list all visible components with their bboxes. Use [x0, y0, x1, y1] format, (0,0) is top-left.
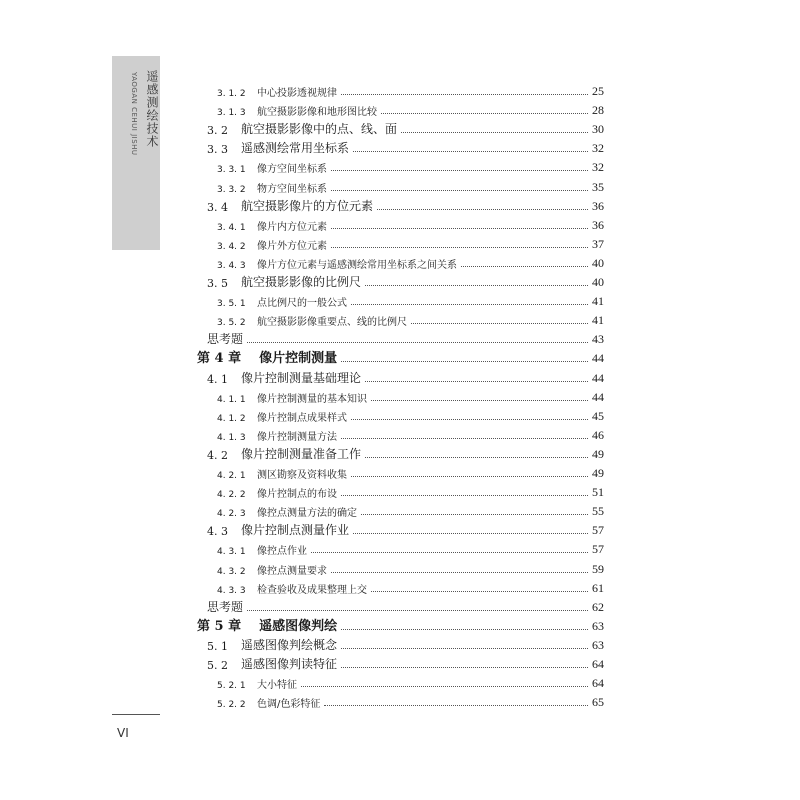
toc-entry-page: 44	[592, 389, 604, 404]
toc-entry-number: 4. 1. 2	[217, 413, 246, 424]
toc-entry-title: 像片控制测量基础理论	[241, 370, 362, 385]
toc-entry-row	[207, 656, 604, 672]
toc-entry-number: 3. 4. 3	[217, 260, 246, 271]
toc-entry-page: 41	[592, 294, 604, 309]
toc-entry-number: 5. 1	[207, 639, 228, 653]
toc-entry-number: 4. 1. 1	[217, 394, 246, 405]
toc-entry-row	[207, 370, 604, 386]
toc-entry-row	[217, 427, 604, 443]
toc-entry-row	[207, 140, 604, 156]
toc-entry-page: 40	[592, 275, 604, 289]
toc-entry-number: 3. 5. 2	[217, 318, 246, 329]
toc-entry-page: 43	[592, 332, 604, 347]
toc-entry-row	[217, 675, 604, 691]
toc-entry-row	[217, 408, 604, 424]
toc-dot-leader	[341, 629, 588, 630]
toc-dot-leader	[365, 285, 588, 286]
toc-dot-leader	[381, 113, 588, 114]
toc-entry-page: 49	[592, 446, 604, 461]
toc-entry-title: 像片外方位元素	[257, 240, 327, 252]
toc-entry-page: 45	[592, 408, 604, 423]
toc-dot-leader	[353, 151, 588, 152]
toc-entry-title: 检查验收及成果整理上交	[257, 584, 367, 596]
toc-entry-row	[207, 522, 604, 538]
toc-entry-row	[217, 255, 604, 271]
toc-entry-title: 思考题	[207, 599, 244, 614]
toc-entry-page: 63	[592, 637, 604, 652]
toc-entry-number: 4. 2. 2	[217, 490, 246, 501]
folio-rule	[112, 714, 160, 715]
toc-entry-page: 61	[592, 580, 604, 595]
toc-entry-page: 36	[592, 217, 604, 232]
toc-entry-title: 遥感图像判绘概念	[241, 637, 338, 652]
toc-entry-title: 像片控制测量方法	[257, 431, 337, 443]
page-number: VI	[117, 726, 129, 740]
toc-entry-row	[207, 446, 604, 462]
toc-entry-page: 25	[592, 84, 604, 98]
toc-dot-leader	[311, 552, 588, 553]
toc-entry-page: 46	[592, 427, 604, 442]
toc-entry-title: 航空摄影影像的比例尺	[241, 275, 362, 289]
toc-dot-leader	[351, 419, 588, 420]
toc-entry-title: 航空摄影影像和地形图比较	[257, 107, 377, 119]
toc-entry-row	[207, 274, 604, 290]
toc-dot-leader	[401, 132, 588, 133]
toc-entry-title: 像方空间坐标系	[257, 164, 327, 176]
toc-dot-leader	[341, 667, 588, 668]
toc-entry-page: 64	[592, 657, 604, 671]
toc-entry-row	[217, 159, 604, 175]
toc-entry-number: 5. 2. 1	[217, 681, 246, 692]
toc-entry-number: 第 4 章	[197, 351, 242, 367]
book-title-pinyin: YAOGAN CEHUI JISHU	[130, 72, 138, 156]
toc-entry-number: 3. 3. 1	[217, 165, 246, 176]
toc-entry-number: 4. 1. 3	[217, 432, 246, 443]
toc-dot-leader	[331, 247, 588, 248]
toc-entry-title: 像片控制测量准备工作	[241, 446, 362, 461]
toc-entry-row	[207, 599, 604, 615]
toc-entry-title: 航空摄影影像中的点、线、面	[241, 122, 398, 137]
toc-entry-number: 3. 5. 1	[217, 299, 246, 310]
toc-entry-number: 3. 2	[207, 124, 228, 138]
toc-entry-page: 40	[592, 255, 604, 270]
toc-entry-row	[217, 102, 604, 118]
toc-entry-row	[207, 198, 604, 214]
toc-dot-leader	[331, 228, 588, 229]
toc-dot-leader	[351, 476, 588, 477]
toc-dot-leader	[341, 648, 588, 649]
toc-chapter-row	[197, 350, 604, 366]
toc-entry-title: 航空摄影影像重要点、线的比例尺	[257, 317, 407, 329]
toc-entry-row	[217, 465, 604, 481]
toc-entry-title: 中心投影透视规律	[257, 88, 337, 99]
toc-entry-page: 32	[592, 160, 604, 175]
toc-entry-page: 55	[592, 504, 604, 519]
toc-dot-leader	[341, 495, 588, 496]
toc-entry-row	[217, 541, 604, 557]
toc-entry-title: 测区勘察及资料收集	[257, 470, 347, 481]
toc-entry-title: 遥感测绘常用坐标系	[241, 141, 350, 156]
toc-entry-page: 51	[592, 485, 604, 500]
toc-entry-page: 62	[592, 599, 604, 614]
toc-entry-page: 37	[592, 236, 604, 251]
toc-entry-number: 4. 1	[207, 372, 228, 386]
toc-entry-page: 63	[592, 618, 604, 633]
toc-entry-row	[217, 503, 604, 519]
toc-entry-title: 像片控制点测量作业	[241, 523, 350, 538]
toc-entry-page: 35	[592, 179, 604, 194]
toc-entry-title: 像片内方位元素	[257, 221, 327, 233]
toc-entry-row	[217, 484, 604, 500]
toc-entry-number: 3. 1. 2	[217, 89, 246, 99]
toc-dot-leader	[461, 266, 588, 267]
toc-dot-leader	[411, 323, 588, 324]
toc-entry-number: 4. 2. 1	[217, 471, 246, 481]
toc-entry-row	[217, 217, 604, 233]
toc-entry-page: 65	[592, 695, 604, 710]
toc-dot-leader	[324, 705, 588, 706]
toc-dot-leader	[247, 610, 588, 611]
toc-entry-title: 像片控制测量	[259, 351, 338, 367]
toc-entry-page: 57	[592, 523, 604, 538]
toc-entry-page: 30	[592, 122, 604, 137]
toc-entry-title: 物方空间坐标系	[257, 183, 327, 195]
toc-dot-leader	[371, 591, 588, 592]
toc-entry-number: 4. 3	[207, 525, 228, 539]
toc-dot-leader	[365, 381, 588, 382]
toc-entry-title: 航空摄影像片的方位元素	[241, 198, 374, 213]
toc-entry-page: 32	[592, 141, 604, 156]
toc-entry-row	[217, 83, 604, 99]
toc-dot-leader	[247, 342, 588, 343]
toc-dot-leader	[361, 514, 588, 515]
toc-dot-leader	[353, 533, 588, 534]
toc-dot-leader	[341, 438, 588, 439]
toc-entry-title: 像片方位元素与遥感测绘常用坐标系之间关系	[257, 259, 457, 271]
toc-entry-title: 点比例尺的一般公式	[257, 298, 347, 310]
toc-dot-leader	[377, 209, 588, 210]
toc-entry-page: 59	[592, 561, 604, 576]
toc-entry-page: 28	[592, 103, 604, 118]
toc-entry-row	[217, 580, 604, 596]
toc-dot-leader	[331, 190, 588, 191]
toc-dot-leader	[341, 94, 588, 95]
toc-entry-title: 像控点作业	[257, 546, 307, 558]
toc-entry-title: 遥感图像判绘	[259, 618, 338, 634]
toc-entry-number: 5. 2	[207, 659, 228, 672]
toc-dot-leader	[365, 457, 588, 458]
toc-entry-title: 遥感图像判读特征	[241, 657, 338, 671]
toc-entry-row	[217, 236, 604, 252]
toc-entry-row	[217, 389, 604, 405]
toc-entry-title: 大小特征	[257, 680, 297, 692]
toc-dot-leader	[331, 572, 588, 573]
toc-entry-page: 44	[592, 351, 604, 366]
toc-chapter-row	[197, 618, 604, 634]
toc-entry-page: 44	[592, 370, 604, 385]
book-title-vertical: 遥感测绘技术	[145, 70, 159, 148]
toc-entry-title: 像控点测量方法的确定	[257, 508, 357, 520]
toc-entry-page: 49	[592, 466, 604, 480]
toc-entry-row	[207, 637, 604, 653]
toc-dot-leader	[341, 361, 588, 362]
toc-entry-row	[217, 293, 604, 309]
toc-entry-title: 像片控制测量的基本知识	[257, 393, 367, 405]
toc-entry-title: 思考题	[207, 332, 244, 347]
toc-entry-title: 像片控制点的布设	[257, 489, 337, 501]
toc-entry-number: 4. 3. 1	[217, 547, 246, 558]
toc-dot-leader	[301, 686, 588, 687]
toc-entry-number: 4. 2. 3	[217, 509, 246, 520]
toc-dot-leader	[331, 170, 588, 171]
toc-entry-page: 36	[592, 198, 604, 213]
toc-entry-row	[207, 121, 604, 137]
toc-entry-number: 3. 3	[207, 143, 228, 157]
toc-entry-number: 3. 3. 2	[217, 184, 246, 195]
toc-entry-number: 3. 5	[207, 277, 228, 290]
toc-entry-row	[217, 179, 604, 195]
toc-entry-number: 3. 1. 3	[217, 108, 246, 119]
toc-entry-row	[207, 331, 604, 347]
toc-entry-number: 5. 2. 2	[217, 700, 246, 711]
toc-entry-row	[217, 694, 604, 710]
toc-entry-title: 色调/色彩特征	[257, 699, 321, 711]
toc-entry-number: 4. 3. 3	[217, 585, 246, 596]
toc-entry-number: 3. 4. 2	[217, 241, 246, 252]
toc-entry-title: 像片控制点成果样式	[257, 412, 347, 424]
toc-entry-number: 第 5 章	[197, 618, 242, 634]
toc-entry-page: 64	[592, 676, 604, 691]
toc-entry-number: 4. 3. 2	[217, 566, 246, 577]
toc-entry-page: 57	[592, 542, 604, 557]
toc-entry-row	[217, 312, 604, 328]
toc-entry-page: 41	[592, 313, 604, 328]
toc-entry-number: 4. 2	[207, 448, 228, 462]
toc-entry-row	[217, 561, 604, 577]
toc-entry-title: 像控点测量要求	[257, 565, 327, 577]
toc-dot-leader	[351, 304, 588, 305]
toc-entry-number: 3. 4	[207, 200, 228, 214]
toc-dot-leader	[371, 400, 588, 401]
toc-entry-number: 3. 4. 1	[217, 222, 246, 233]
